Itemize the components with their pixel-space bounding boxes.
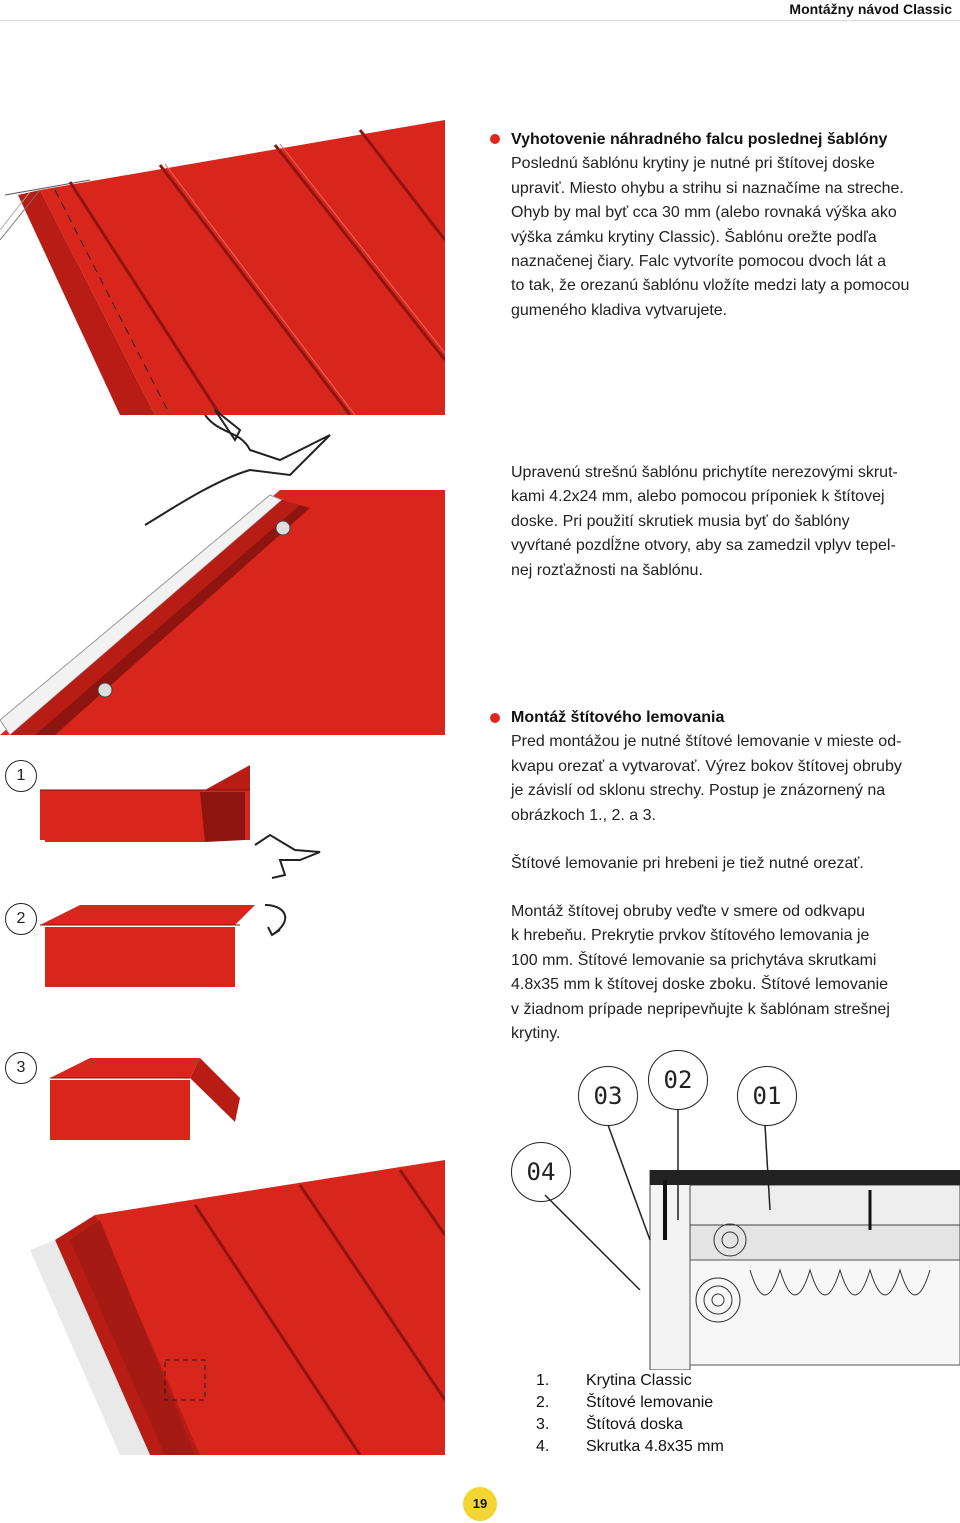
legend-item: [536, 1436, 836, 1458]
section1-bullet: [490, 134, 500, 144]
legend-number: 2.: [536, 1394, 550, 1411]
section1-heading: Vyhotovenie náhradného falcu poslednej šablóny: [511, 131, 888, 148]
section3-line: je závislí od sklonu strechy. Postup je znázornený na: [511, 782, 886, 800]
section3-para2-line: 4.8x35 mm k štítovej doske zboku. Štítové lemovanie: [511, 976, 889, 994]
section3-text: [511, 706, 956, 828]
page-number-badge: 19: [463, 1487, 497, 1521]
section3-para2-line: 100 mm. Štítové lemovanie sa prichytáva skrutkami: [511, 951, 877, 969]
callout-leader-lines: [500, 1100, 800, 1290]
callout-02: 02: [648, 1050, 708, 1110]
section3-line: obrázkoch 1., 2. a 3.: [511, 806, 656, 824]
section1-text: [511, 128, 956, 323]
legend-list: [536, 1370, 836, 1458]
callout-03: 03: [578, 1066, 638, 1126]
section3-para2-line: krytiny.: [511, 1025, 561, 1043]
roof-cut-illustration: [0, 120, 445, 415]
roof-gable-flashing-illustration: [0, 1160, 445, 1455]
section1-line: Poslednú šablónu krytiny je nutné pri štítovej doske: [511, 155, 875, 173]
legend-item: [536, 1414, 836, 1436]
section2-line: kami 4.2x24 mm, alebo pomocou príponiek k štítovej: [511, 488, 885, 506]
legend-label: Štítové lemovanie: [586, 1394, 714, 1411]
legend-label: Štítová doska: [586, 1416, 683, 1433]
section3-paragraph2: [511, 900, 956, 1046]
flashing-step1-illustration: [40, 760, 330, 895]
section3-line: kvapu orezať a vytvarovať. Výrez bokov štítovej obruby: [511, 757, 902, 775]
legend-number: 3.: [536, 1416, 550, 1433]
section2-text: [511, 461, 956, 583]
header-title: Montážny návod Classic: [789, 1, 952, 17]
section1-line: naznačenej čiary. Falc vytvoríte pomocou dvoch lát a: [511, 253, 886, 271]
legend-item: [536, 1370, 836, 1392]
section3-para2-line: v žiadnom prípade nepripevňujte k šablónam strešnej: [511, 1000, 890, 1018]
flashing-step3-illustration: [40, 1040, 250, 1150]
section1-line: výška zámku krytiny Classic). Šablónu orežte podľa: [511, 228, 877, 246]
legend-number: 4.: [536, 1438, 550, 1455]
screw-fastening-illustration: [0, 390, 445, 735]
legend-label: Skrutka 4.8x35 mm: [586, 1438, 724, 1455]
section3-para2-line: Montáž štítovej obruby veďte v smere od odkvapu: [511, 903, 866, 920]
legend-number: 1.: [536, 1372, 550, 1389]
section1-line: to tak, že orezanú šablónu vložíte medzi laty a pomocou: [511, 277, 910, 295]
section1-line: Ohyb by mal byť cca 30 mm (alebo rovnaká výška ako: [511, 204, 897, 222]
section3-note: Štítové lemovanie pri hrebeni je tiež nutné orezať.: [511, 855, 864, 872]
section2-line: doske. Pri použití skrutiek musia byť do šablóny: [511, 512, 850, 530]
section2-line: Upravenú strešnú šablónu prichytíte nerezovými skrut-: [511, 464, 898, 481]
legend-label: Krytina Classic: [586, 1372, 692, 1389]
section1-line: gumeného kladiva vytvarujete.: [511, 301, 728, 319]
section1-line: upraviť. Miesto ohybu a strihu si naznačíme na streche.: [511, 179, 904, 197]
flashing-step2-illustration: [40, 895, 300, 995]
step-number-1: 1: [5, 760, 37, 792]
legend-item: [536, 1392, 836, 1414]
step-number-3: 3: [5, 1052, 37, 1084]
section3-heading: Montáž štítového lemovania: [511, 709, 725, 726]
section3-bullet: [490, 713, 500, 723]
section3-para2-line: k hrebeňu. Prekrytie prvkov štítového lemovania je: [511, 927, 870, 945]
section3-line: Pred montážou je nutné štítové lemovanie v mieste od-: [511, 733, 902, 751]
callout-01: 01: [737, 1066, 797, 1126]
callout-04: 04: [511, 1142, 571, 1202]
header-divider: [0, 20, 960, 21]
step-number-2: 2: [5, 903, 37, 935]
section2-line: vyvŕtané pozdĺžne otvory, aby sa zamedzil vplyv tepel-: [511, 537, 896, 555]
section2-line: nej rozťažnosti na šablónu.: [511, 561, 703, 579]
